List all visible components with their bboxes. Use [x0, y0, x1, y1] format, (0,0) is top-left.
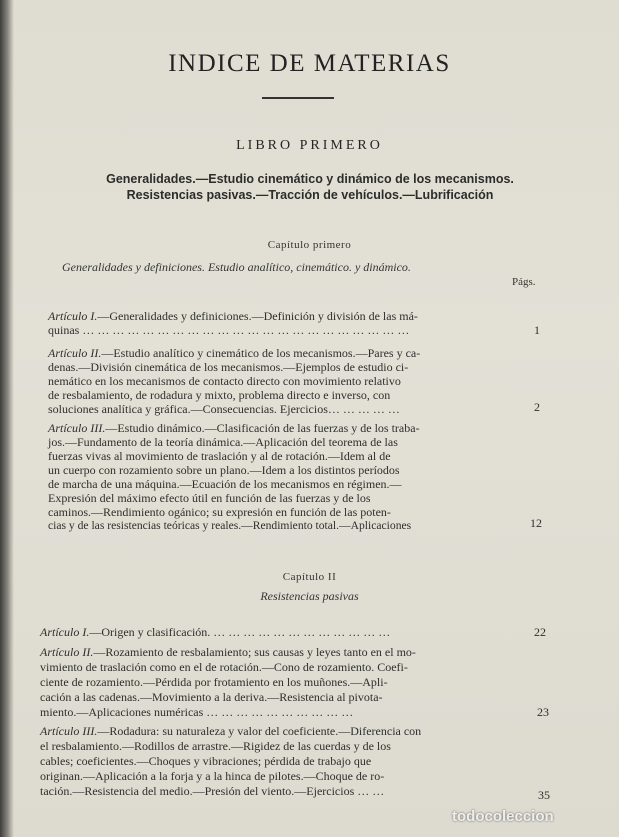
page-number: 1	[534, 323, 540, 337]
toc-entry-line: vimiento de traslación como en el de rotación.—Cono de rozamiento. Coefi-	[40, 660, 408, 674]
title-rule	[262, 97, 334, 99]
pages-column-label: Págs.	[512, 276, 536, 288]
chapter-1-heading: Capítulo primero	[267, 239, 352, 251]
article-label: Artículo I.	[40, 625, 90, 639]
toc-entry-line: un cuerpo con rozamiento sobre un plano.—Idem a los distintos períodos	[48, 463, 400, 477]
article-label: Artículo I.	[48, 309, 98, 323]
toc-entry-line: el resbalamiento.—Rodillos de arrastre.—Rigidez de las cuerdas y de los	[40, 739, 391, 753]
article-label: Artículo II.	[48, 346, 102, 360]
toc-entry-line: cación a las cadenas.—Movimiento a la deriva.—Resistencia al pivota-	[40, 690, 383, 704]
toc-entry-line: denas.—División cinemática de los mecanismos.—Ejemplos de estudio ci-	[48, 360, 409, 374]
part-subtitle-line-1: Generalidades.—Estudio cinemático y dinámico de los mecanismos.	[106, 172, 514, 186]
toc-entry-line: soluciones analítica y gráfica.—Consecuencias. Ejercicios… … … … …	[48, 402, 400, 416]
toc-entry-line: Artículo II.—Estudio analítico y cinemático de los mecanismos.—Pares y ca-	[48, 346, 421, 360]
chapter-2-subheading: Resistencias pasivas	[260, 589, 359, 603]
toc-entry-line: Artículo I.—Generalidades y definiciones.—Definición y división de las má-	[48, 309, 418, 323]
toc-entry-line: ciente de rozamiento.—Pérdida por frotamiento en los muñones.—Apli-	[40, 675, 388, 689]
article-label: Artículo II.	[40, 645, 94, 659]
toc-entry-line: Artículo III.—Estudio dinámico.—Clasificación de las fuerzas y de los traba-	[48, 421, 420, 435]
index-title: INDICE DE MATERIAS	[168, 50, 451, 77]
toc-entry-line: fuerzas vivas al movimiento de traslación y al de rotación.—Idem al de	[48, 449, 391, 463]
chapter-2-heading: Capítulo II	[282, 571, 337, 583]
toc-entry-line: tación.—Resistencia del medio.—Presión del viento.—Ejercicios … …	[40, 784, 385, 798]
article-label: Artículo III.	[40, 724, 98, 738]
page-number: 2	[534, 400, 540, 414]
toc-entry-line: quinas … … … … … … … … … … … … … … … … … … … … … …	[48, 323, 410, 337]
toc-entry-line: nemático en los mecanismos de contacto directo con movimiento relativo	[48, 374, 401, 388]
page-number: 35	[538, 788, 550, 802]
toc-entry-line: cias y de las resistencias teóricas y reales.—Rendimiento total.—Aplicaciones	[48, 519, 412, 532]
watermark-logo: todocoleccion	[452, 808, 554, 825]
binding-shadow	[0, 0, 14, 837]
toc-entry-line: Expresión del máximo efecto útil en función de las fuerzas y de los	[48, 491, 371, 505]
toc-entry-line: miento.—Aplicaciones numéricas … … … … … … … … … …	[40, 705, 354, 719]
toc-entry-line: de resbalamiento, de rodadura y mixto, problema directo e inverso, con	[48, 388, 391, 402]
toc-entry-line: Artículo II.—Rozamiento de resbalamiento; sus causas y leyes tanto en el mo-	[40, 645, 416, 659]
toc-entry-line: Artículo I.—Origen y clasificación. … … … … … … … … … … … …	[40, 625, 391, 639]
page-number: 23	[537, 705, 549, 719]
chapter-1-subheading: Generalidades y definiciones. Estudio analítico, cinemático. y dinámico.	[62, 260, 411, 274]
toc-entry-line: jos.—Fundamento de la teoría dinámica.—Aplicación del teorema de las	[48, 435, 398, 449]
toc-entry-line: originan.—Aplicación a la forja y a la hinca de pilotes.—Choque de ro-	[40, 769, 385, 783]
toc-entry-line: caminos.—Rendimiento ogánico; su expresión en función de las poten-	[48, 505, 391, 519]
book-part-heading: LIBRO PRIMERO	[236, 138, 383, 153]
article-label: Artículo III.	[48, 421, 106, 435]
part-subtitle-line-2: Resistencias pasivas.—Tracción de vehículos.—Lubrificación	[126, 188, 494, 202]
toc-entry-line: Artículo III.—Rodadura: su naturaleza y valor del coeficiente.—Diferencia con	[40, 724, 422, 738]
page-number: 22	[534, 625, 546, 639]
toc-entry-line: de marcha de una máquina.—Ecuación de los mecanismos en régimen.—	[48, 477, 402, 491]
page-number: 12	[530, 516, 542, 530]
toc-entry-line: cables; coeficientes.—Choques y vibraciones; pérdida de trabajo que	[40, 754, 372, 768]
